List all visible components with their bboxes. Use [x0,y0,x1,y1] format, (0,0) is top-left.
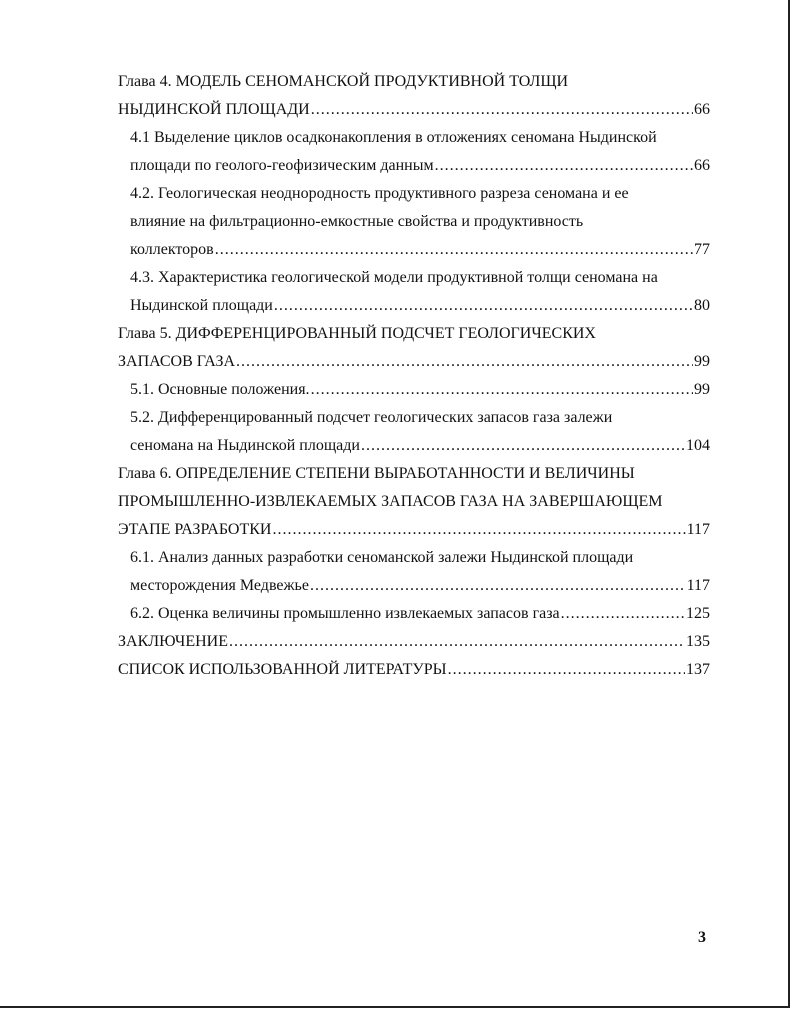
toc-entry-label: НЫДИНСКОЙ ПЛОЩАДИ [118,101,310,118]
dot-leader [561,600,685,628]
toc-s6-1-line1: 6.1. Анализ данных разработки сеноманской залежи Ныдинской площади [130,549,634,566]
dot-leader [215,236,693,264]
dot-leader [311,376,693,404]
toc-s5-2-line1: 5.2. Дифференцированный подсчет геологических запасов газа залежи [130,409,613,426]
toc-entry-s5-1[interactable] [118,376,710,404]
dot-leader [448,656,685,684]
toc-entry-label: 5.1. Основные положения. [130,381,310,398]
toc-entry-label: площади по геолого-геофизическим данным [130,157,434,174]
toc-s4-2-line1: 4.2. Геологическая неоднородность продуктивного разреза сеномана и ее [130,185,629,202]
toc-page-number: 99 [694,381,710,398]
toc-entry-s4-1[interactable] [118,152,710,180]
toc-s4-3-line1: 4.3. Характеристика геологической модели продуктивной толщи сеномана на [130,269,658,286]
toc-entry-ch5[interactable] [118,348,710,376]
toc-ch4-title-line1: Глава 4. МОДЕЛЬ СЕНОМАНСКОЙ ПРОДУКТИВНОЙ ТОЛЩИ [118,73,569,90]
toc-page-number: 66 [694,101,710,118]
toc-entry-s6-2[interactable] [118,600,710,628]
dot-leader [310,572,686,600]
toc-ch5-title-line1: Глава 5. ДИФФЕРЕНЦИРОВАННЫЙ ПОДСЧЕТ ГЕОЛОГИЧЕСКИХ [118,325,596,342]
toc-entry-label: коллекторов [130,241,214,258]
toc-page-number: 80 [694,297,710,314]
toc-page-number: 104 [686,437,710,454]
toc-entry-conclusion[interactable] [118,628,710,656]
toc-page-number: 117 [686,577,710,594]
toc-entry-label: СПИСОК ИСПОЛЬЗОВАННОЙ ЛИТЕРАТУРЫ [118,661,447,678]
table-of-contents [118,68,710,684]
toc-page-number: 99 [694,353,710,370]
toc-entry-label: 6.2. Оценка величины промышленно извлекаемых запасов газа [130,605,560,622]
dot-leader [311,96,693,124]
toc-entry-label: ЗАКЛЮЧЕНИЕ [118,633,228,650]
toc-entry-label: месторождения Медвежье [130,577,309,594]
toc-s4-2-line2: влияние на фильтрационно-емкостные свойства и продуктивность [130,213,584,230]
toc-page-number: 135 [686,633,710,650]
toc-entry-s4-2[interactable] [118,236,710,264]
toc-entry-s5-2[interactable] [118,432,710,460]
toc-entry-s4-3[interactable] [118,292,710,320]
toc-entry-references[interactable] [118,656,710,684]
dot-leader [361,432,685,460]
dot-leader [272,516,685,544]
toc-entry-label: ЗАПАСОВ ГАЗА [118,353,236,370]
dot-leader [236,348,693,376]
toc-page-number: 137 [686,661,710,678]
toc-page-number: 77 [694,241,710,258]
toc-page-number: 66 [694,157,710,174]
toc-page-number: 117 [686,521,710,538]
dot-leader [274,292,693,320]
toc-entry-ch6[interactable] [118,516,710,544]
toc-s4-1-line1: 4.1 Выделение циклов осадконакопления в отложениях сеномана Ныдинской [130,129,657,146]
toc-entry-label: Ныдинской площади [130,297,273,314]
dot-leader [435,152,693,180]
toc-ch6-title-line2: ПРОМЫШЛЕННО-ИЗВЛЕКАЕМЫХ ЗАПАСОВ ГАЗА НА ЗАВЕРШАЮЩЕМ [118,493,663,510]
toc-ch6-title-line1: Глава 6. ОПРЕДЕЛЕНИЕ СТЕПЕНИ ВЫРАБОТАННОСТИ И ВЕЛИЧИНЫ [118,465,635,482]
toc-entry-ch4[interactable] [118,96,710,124]
toc-entry-s6-1[interactable] [118,572,710,600]
toc-page-number: 125 [686,605,710,622]
toc-entry-label: ЭТАПЕ РАЗРАБОТКИ [118,521,272,538]
dot-leader [229,628,685,656]
page-number: 3 [698,929,706,946]
toc-entry-label: сеномана на Ныдинской площади [130,437,360,454]
